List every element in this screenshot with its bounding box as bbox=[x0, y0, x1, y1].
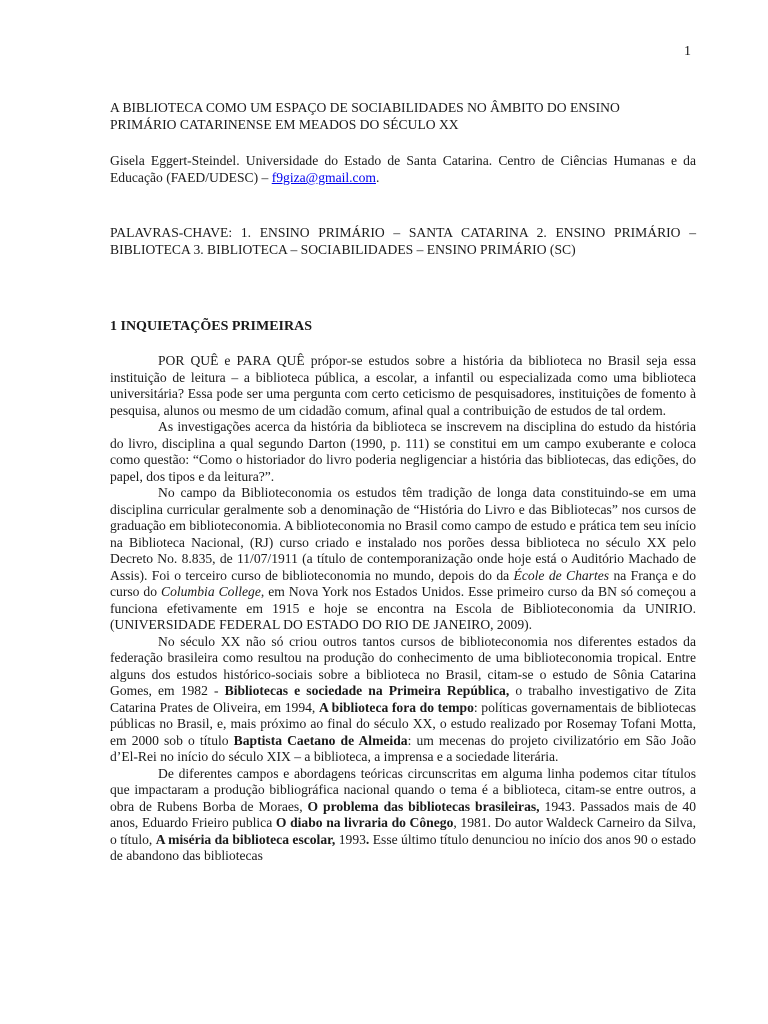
page-content bbox=[110, 99, 696, 865]
bold-text: A biblioteca fora do tempo bbox=[318, 699, 474, 715]
italic-text: Columbia College bbox=[161, 584, 261, 599]
author-text: Gisela Eggert-Steindel. Universidade do Estado de Santa Catarina. Centro de Ciências Humanas e da Educação (FAED/UDESC) – bbox=[110, 153, 696, 185]
paragraph-text: No campo da Biblioteconomia os estudos têm tradição de longa data constituindo-se em uma disciplina curricular geralmente sob a denominação de “História do Livro e das Bibliotecas” nos cursos de graduação em biblioteconomia. A biblioteconomia no Brasil como campo de estudo e prática tem seu início na Biblioteca Nacional, (RJ) curso criado e instalado nos porões dessa biblioteca no século XX pelo Decreto No. 8.835, de 11/07/1911 (a título de contemporanização onde hoje está o Auditório Machado de Assis). Foi o terceiro curso de biblioteconomia no mundo, depois do da bbox=[110, 485, 696, 583]
body-paragraph bbox=[110, 634, 696, 766]
author-suffix: . bbox=[375, 170, 380, 185]
body-paragraph bbox=[110, 766, 696, 865]
paragraph-text: As investigações acerca da história da biblioteca se inscrevem na disciplina do estudo da história do livro, disciplina a qual segundo Darton (1990, p. 111) se constitui em um campo exuberante e coloca como questão: “Como o historiador do livro poderia negligenciar a história das bibliotecas, das edições, do papel, dos tipos e da leitura?”. bbox=[110, 419, 696, 484]
bold-text: . bbox=[365, 831, 370, 847]
bold-text: Bibliotecas e sociedade na Primeira República, bbox=[224, 683, 510, 698]
paragraph-text: o trabalho investigativo de Zita Catarina Prates de Oliveira, em 1994, bbox=[110, 683, 696, 715]
paper-title bbox=[110, 99, 696, 133]
paragraph-text: De diferentes campos e abordagens teóricas circunscritas em alguma linha podemos citar títulos que impactaram a produção bibliográfica nacional quando o tema é a biblioteca, citam-se entre outros, a obra de Rubens Borba de Moraes, bbox=[110, 765, 696, 814]
body-paragraph bbox=[110, 419, 696, 485]
page-number: 1 bbox=[684, 44, 691, 59]
paragraph-text: 1993 bbox=[335, 831, 366, 847]
bold-text: O diabo na livraria do Cônego bbox=[275, 815, 454, 830]
paragraph-text: , em Nova York nos Estados Unidos. Esse primeiro curso da BN só começou a funciona efetivamente em 1915 e hoje se encontra na Escola de Biblioteconomia da UNIRIO. (UNIVERSIDADE FEDERAL DO ESTADO DO RIO DE JANEIRO, 2009). bbox=[110, 584, 696, 632]
paragraph-text: , 1981. Do autor Waldeck Carneiro da Silva, o título, bbox=[110, 815, 696, 847]
paragraph-text: : políticas governamentais de bibliotecas públicas no Brasil, e, mais próximo ao final do século XX, o estudo realizado por Rosemay Tofani Motta, em 2000 sob o título bbox=[110, 699, 696, 748]
section-heading: 1 INQUIETAÇÕES PRIMEIRAS bbox=[110, 319, 312, 334]
italic-text: École de Chartes bbox=[513, 567, 610, 583]
paper-title-line: A BIBLIOTECA COMO UM ESPAÇO DE SOCIABILIDADES NO ÂMBITO DO ENSINO bbox=[110, 100, 620, 115]
body-paragraph bbox=[110, 485, 696, 634]
bold-text: A miséria da biblioteca escolar, bbox=[155, 831, 336, 847]
paragraph-text: Esse último título denunciou no início dos anos 90 o estado de abandono das bibliotecas bbox=[110, 831, 696, 863]
paragraph-text: : um mecenas do projeto civilizatório em São João d’El-Rei no início do século XIX – a biblioteca, a imprensa e a sociedade literária. bbox=[110, 732, 697, 764]
author-affiliation bbox=[110, 152, 696, 186]
paragraph-text: 1943. Passados mais de 40 anos, Eduardo Frieiro publica bbox=[110, 798, 696, 830]
author-email-link[interactable]: f9giza@gmail.com bbox=[271, 170, 376, 185]
paragraph-text: na França e do curso do bbox=[110, 567, 696, 599]
paragraph-text: No século XX não só criou outros tantos cursos de biblioteconomia nos diferentes estados da federação brasileira como resultou na produção do conhecimento de uma biblioteconomia tropical. Entre alguns dos estudos histórico-sociais sobre a biblioteca no Brasil, citam-se o estudo de Sônia Catarina Gomes, em 1982 - bbox=[110, 633, 696, 698]
keywords: PALAVRAS-CHAVE: 1. ENSINO PRIMÁRIO – SANTA CATARINA 2. ENSINO PRIMÁRIO – BIBLIOTECA 3. BIBLIOTECA – SOCIABILIDADES – ENSINO PRIMÁRIO (SC) bbox=[110, 225, 696, 257]
bold-text: O problema das bibliotecas brasileiras, bbox=[307, 798, 540, 814]
bold-text: Baptista Caetano de Almeida bbox=[233, 732, 408, 748]
paper-title-line: PRIMÁRIO CATARINENSE EM MEADOS DO SÉCULO XX bbox=[110, 117, 459, 132]
body-text bbox=[110, 353, 696, 865]
body-paragraph bbox=[110, 353, 696, 419]
paragraph-text: POR QUÊ e PARA QUÊ própor-se estudos sobre a história da biblioteca no Brasil seja essa instituição de leitura – a biblioteca pública, a escolar, a infantil ou especializada como uma biblioteca universitária? Essa pode ser uma pergunta com certo ceticismo de pesquisadores, instituições de fomento à pesquisa, alunos ou mesmo de um cidadão comum, afinal qual a contribuição de estudos de tal ordem. bbox=[110, 353, 696, 418]
